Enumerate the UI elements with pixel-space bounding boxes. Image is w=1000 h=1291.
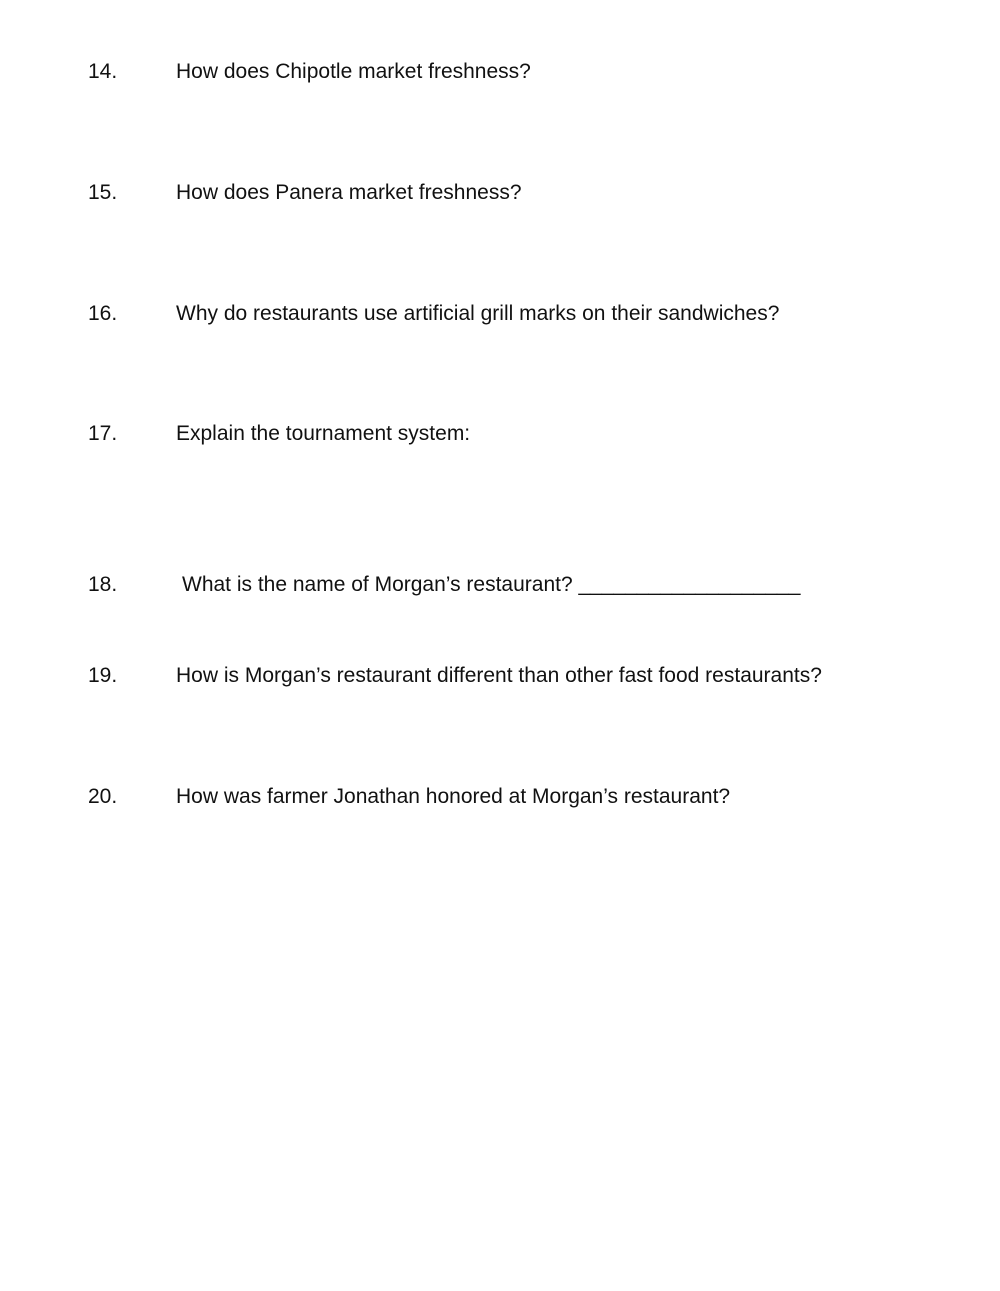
question-number: 16. — [88, 302, 118, 325]
question-number: 20. — [88, 785, 118, 808]
question-number: 14. — [88, 60, 118, 83]
question-text: How is Morgan’s restaurant different than other fast food restaurants? — [176, 664, 822, 687]
question-text: Why do restaurants use artificial grill marks on their sandwiches? — [176, 302, 780, 325]
question-number: 15. — [88, 181, 118, 204]
question-19 — [0, 661, 1000, 691]
question-16 — [0, 299, 1000, 329]
question-18 — [0, 570, 1000, 600]
question-number: 17. — [88, 422, 118, 445]
question-text: How was farmer Jonathan honored at Morgan’s restaurant? — [176, 785, 731, 808]
question-text-with-answer-blank: What is the name of Morgan’s restaurant? ___________________ — [182, 573, 801, 596]
question-text: Explain the tournament system: — [176, 422, 471, 445]
question-20 — [0, 782, 1000, 812]
question-15 — [0, 178, 1000, 208]
question-number: 18. — [88, 573, 118, 596]
question-text: How does Panera market freshness? — [176, 181, 522, 204]
question-17 — [0, 419, 1000, 449]
question-14 — [0, 57, 1000, 87]
question-number: 19. — [88, 664, 118, 687]
question-text: How does Chipotle market freshness? — [176, 60, 531, 83]
